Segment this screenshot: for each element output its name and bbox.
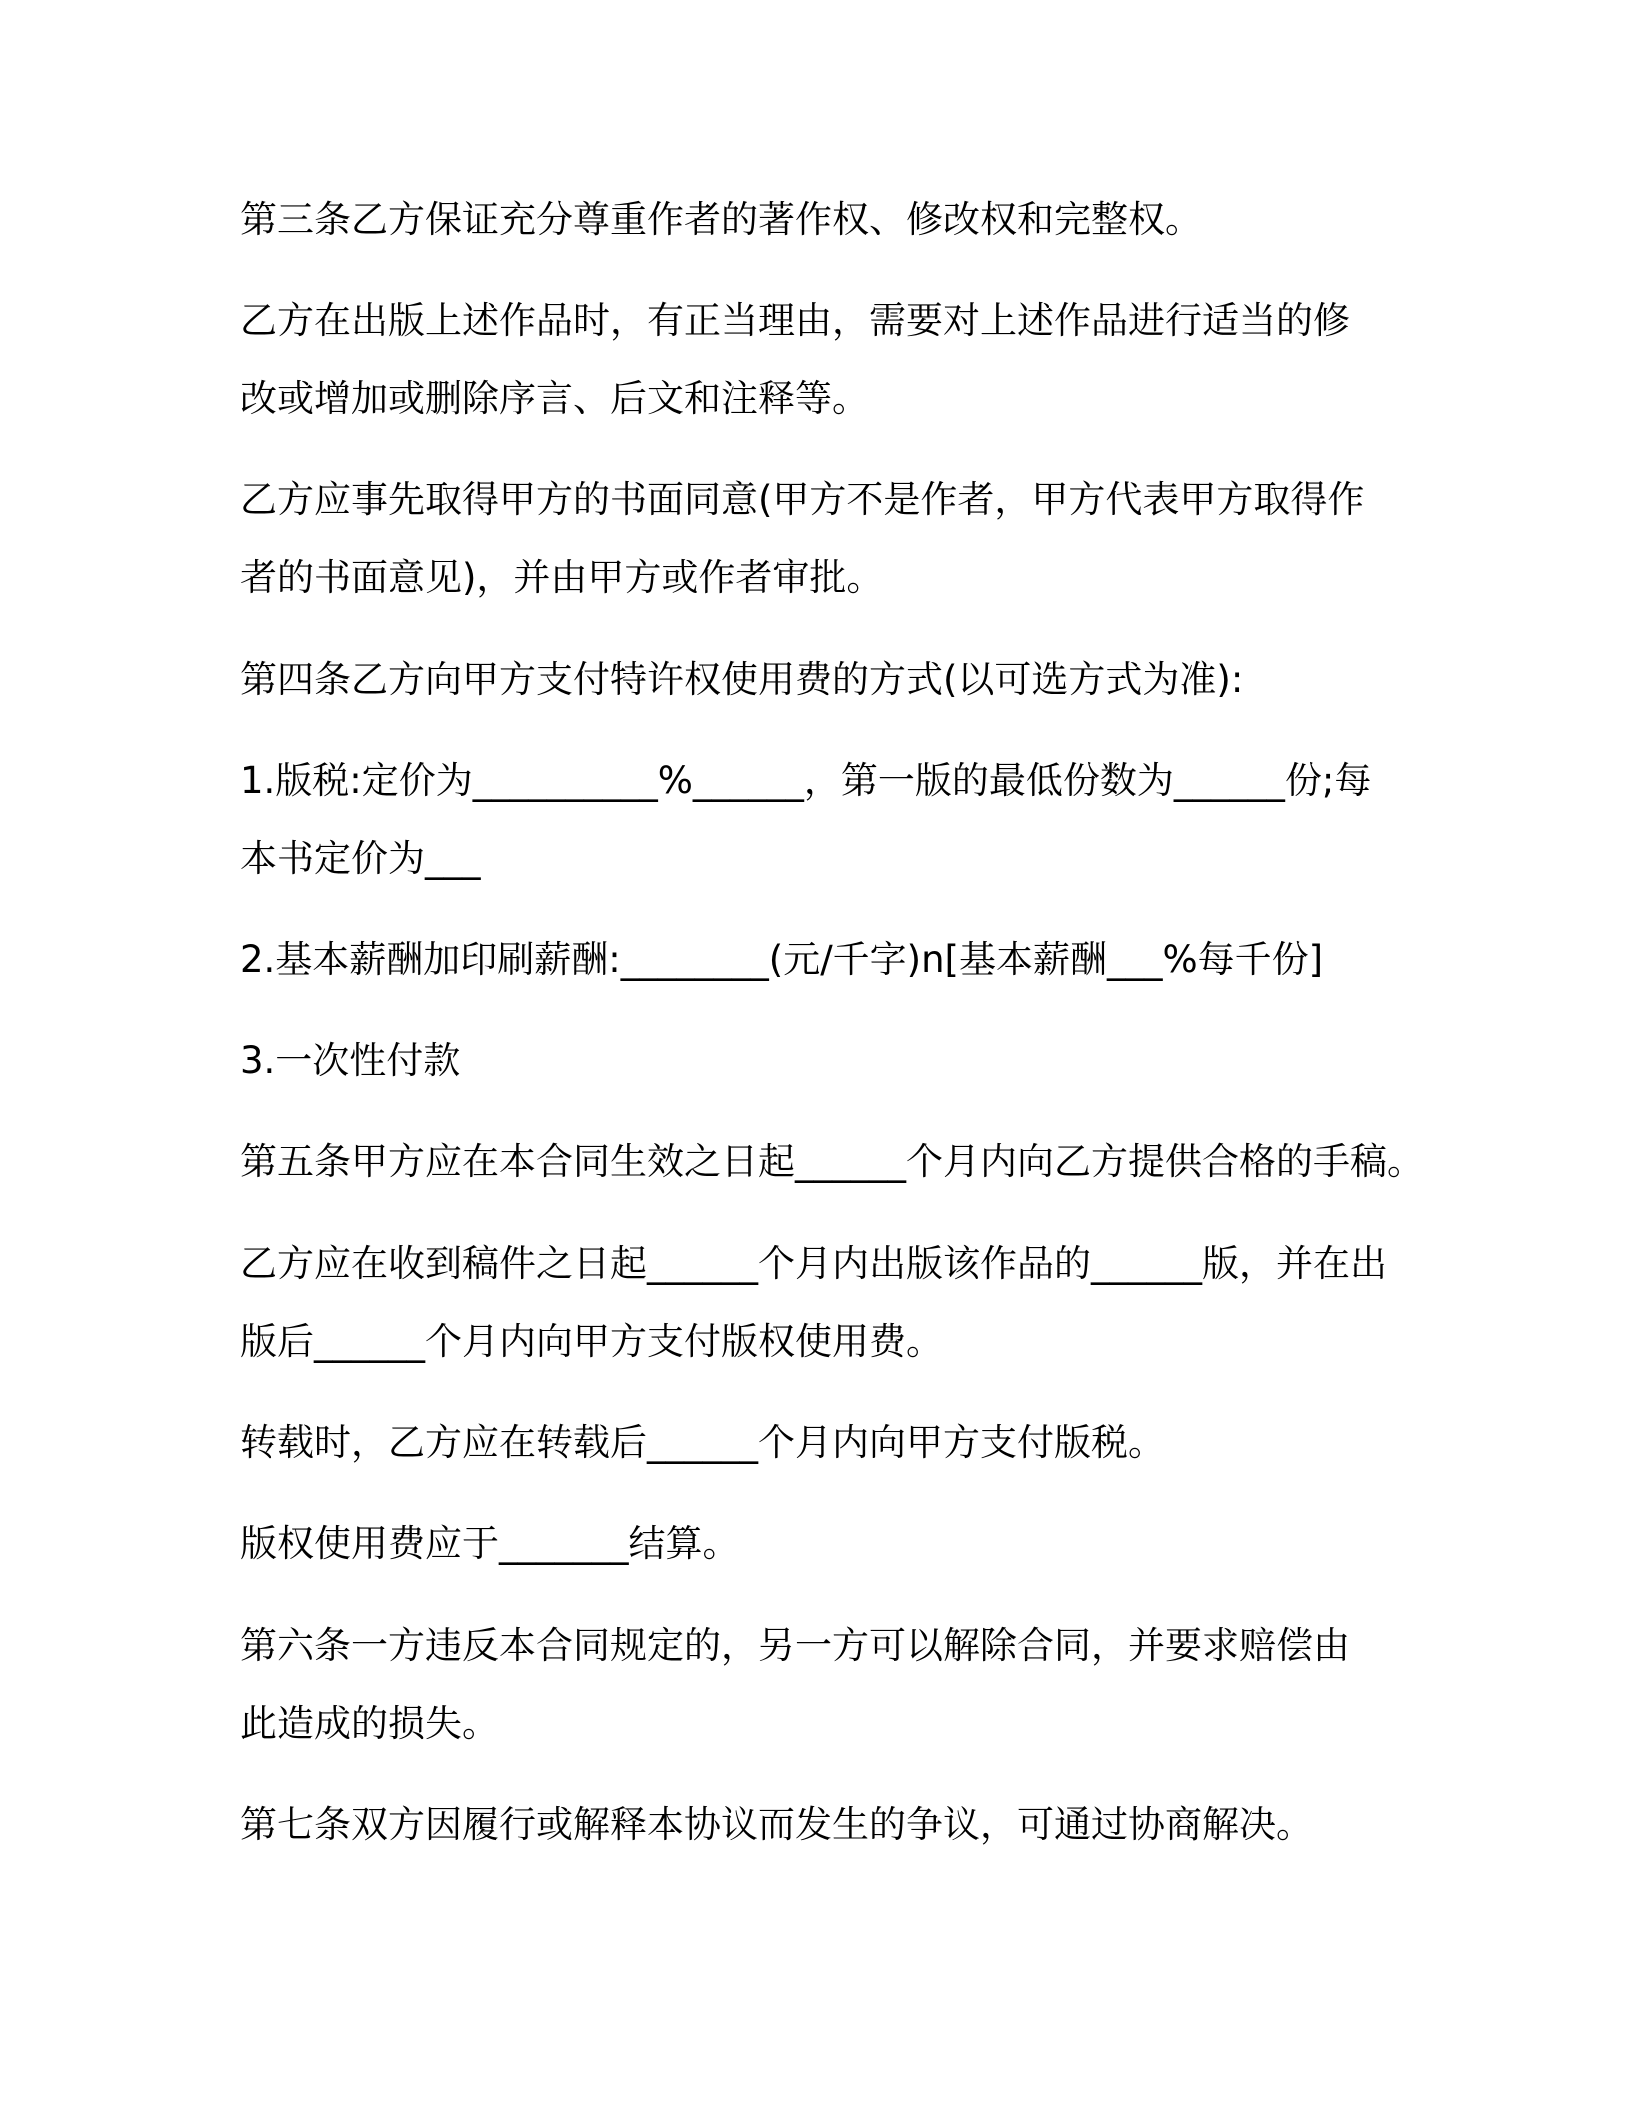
text-line-article-7: 第七条双方因履行或解释本协议而发生的争议，可通过协商解决。 bbox=[240, 1803, 1313, 1846]
text-line-reprint: 转载时，乙方应在转载后______个月内向甲方支付版税。 bbox=[240, 1421, 1165, 1464]
text-line-lump-sum: 3.一次性付款 bbox=[240, 1039, 461, 1082]
text-line-article-5: 第五条甲方应在本合同生效之日起______个月内向乙方提供合格的手稿。 bbox=[240, 1140, 1424, 1183]
text-line-royalty-1: 1.版税:定价为__________%______，第一版的最低份数为______份;每 bbox=[240, 759, 1372, 802]
text-line-article-6-2: 此造成的损失。 bbox=[240, 1702, 499, 1745]
text-line-consent-1: 乙方应事先取得甲方的书面同意(甲方不是作者，甲方代表甲方取得作 bbox=[240, 478, 1365, 521]
text-line-publish-2: 版后______个月内向甲方支付版权使用费。 bbox=[240, 1320, 943, 1363]
text-line-modification-1: 乙方在出版上述作品时，有正当理由，需要对上述作品进行适当的修 bbox=[240, 299, 1350, 342]
text-line-article-6-1: 第六条一方违反本合同规定的，另一方可以解除合同，并要求赔偿由 bbox=[240, 1624, 1350, 1667]
text-line-publish-1: 乙方应在收到稿件之日起______个月内出版该作品的______版，并在出 bbox=[240, 1242, 1387, 1285]
text-line-basic-pay: 2.基本薪酬加印刷薪酬:________(元/千字)n[基本薪酬___%每千份] bbox=[240, 938, 1324, 981]
text-line-royalty-2: 本书定价为___ bbox=[240, 837, 481, 880]
text-line-consent-2: 者的书面意见)，并由甲方或作者审批。 bbox=[240, 556, 884, 599]
text-line-article-3: 第三条乙方保证充分尊重作者的著作权、修改权和完整权。 bbox=[240, 198, 1202, 241]
text-line-article-4: 第四条乙方向甲方支付特许权使用费的方式(以可选方式为准): bbox=[240, 658, 1244, 701]
text-line-settlement: 版权使用费应于_______结算。 bbox=[240, 1522, 740, 1565]
text-line-modification-2: 改或增加或删除序言、后文和注释等。 bbox=[240, 377, 869, 420]
